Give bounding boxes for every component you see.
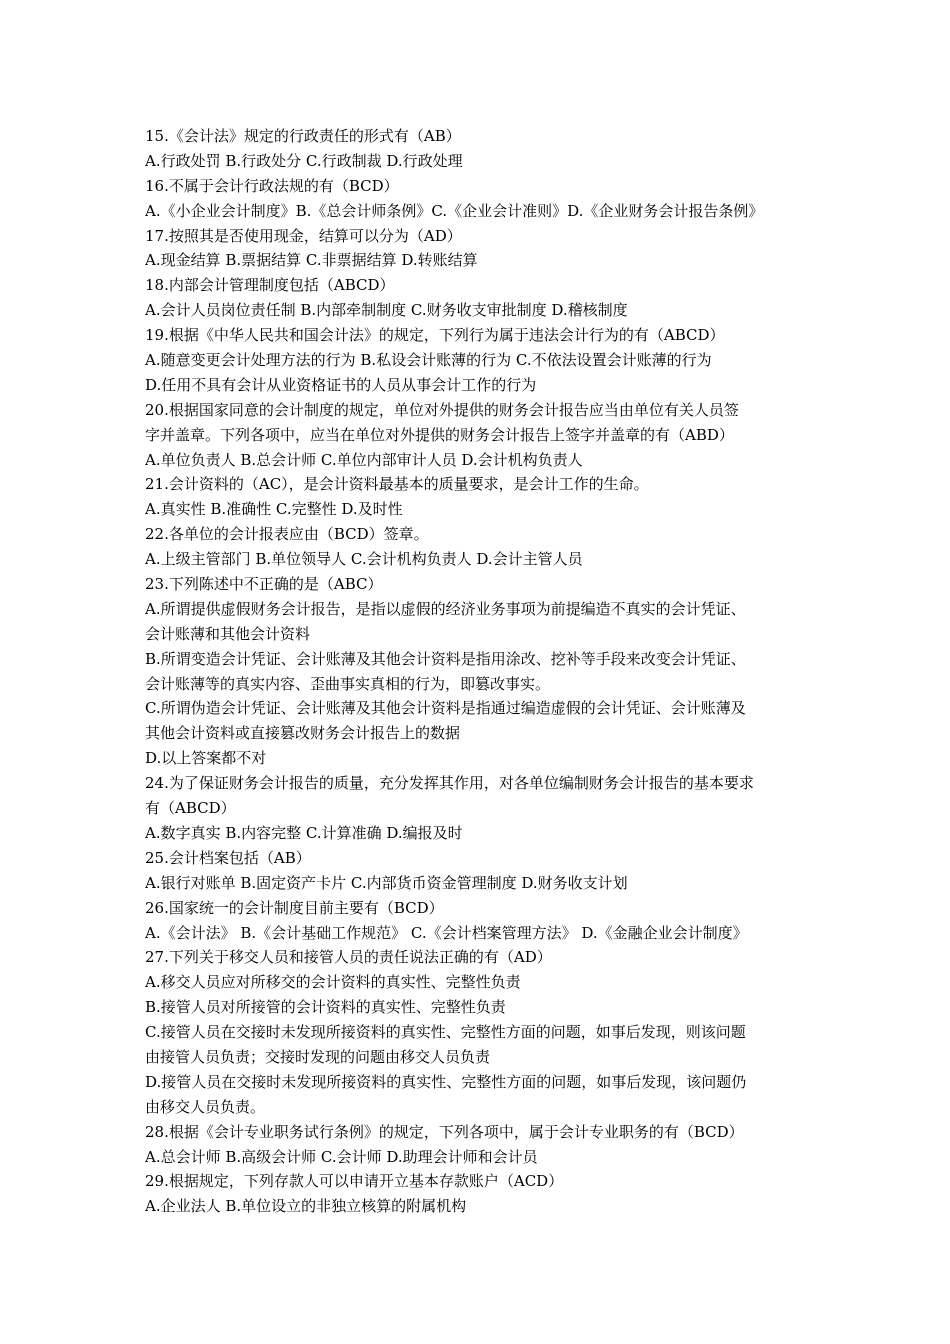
text-line: A.现金结算 B.票据结算 C.非票据结算 D.转账结算 — [145, 251, 478, 270]
text-line: D.接管人员在交接时未发现所接资料的真实性、完整性方面的问题，如事后发现，该问题仍 — [145, 1072, 747, 1091]
text-line: 23.下列陈述中不正确的是（ABC） — [145, 575, 383, 594]
text-line: 24.为了保证财务会计报告的质量，充分发挥其作用，对各单位编制财务会计报告的基本要求 — [145, 774, 754, 793]
text-line: 20.根据国家同意的会计制度的规定，单位对外提供的财务会计报告应当由单位有关人员签 — [145, 400, 739, 419]
text-line: A.上级主管部门 B.单位领导人 C.会计机构负责人 D.会计主管人员 — [145, 550, 583, 569]
text-line: 25.会计档案包括（AB） — [145, 848, 311, 867]
text-line: A.数字真实 B.内容完整 C.计算准确 D.编报及时 — [145, 823, 463, 842]
text-line: D.任用不具有会计从业资格证书的人员从事会计工作的行为 — [145, 375, 537, 394]
text-line: A.会计人员岗位责任制 B.内部牵制制度 C.财务收支审批制度 D.稽核制度 — [145, 301, 628, 320]
text-line: 29.根据规定，下列存款人可以申请开立基本存款账户（ACD） — [145, 1172, 564, 1191]
text-line: A.总会计师 B.高级会计师 C.会计师 D.助理会计师和会计员 — [145, 1147, 538, 1166]
text-line: 有（ABCD） — [145, 799, 236, 818]
text-line: 18.内部会计管理制度包括（ABCD） — [145, 276, 395, 295]
text-line: A.《会计法》 B.《会计基础工作规范》 C.《会计档案管理方法》 D.《金融企业会计制度》 — [145, 923, 748, 942]
text-line: 会计账薄等的真实内容、歪曲事实真相的行为，即篡改事实。 — [145, 674, 551, 693]
text-line: 会计账薄和其他会计资料 — [145, 624, 311, 643]
text-line: A.所谓提供虚假财务会计报告，是指以虚假的经济业务事项为前提编造不真实的会计凭证、 — [145, 599, 746, 618]
text-line: A.移交人员应对所移交的会计资料的真实性、完整性负责 — [145, 973, 521, 992]
text-line: 22.各单位的会计报表应由（BCD）签章。 — [145, 525, 429, 544]
text-line: B.所谓变造会计凭证、会计账薄及其他会计资料是指用涂改、挖补等手段来改变会计凭证、 — [145, 649, 746, 668]
text-line: A.单位负责人 B.总会计师 C.单位内部审计人员 D.会计机构负责人 — [145, 450, 583, 469]
text-line: C.所谓伪造会计凭证、会计账薄及其他会计资料是指通过编造虚假的会计凭证、会计账薄及 — [145, 699, 746, 718]
text-line: A.《小企业会计制度》B.《总会计师条例》C.《企业会计准则》D.《企业财务会计报告条例》 — [145, 201, 764, 220]
text-line: 16.不属于会计行政法规的有（BCD） — [145, 176, 399, 195]
text-line: D.以上答案都不对 — [145, 749, 267, 768]
document-body — [145, 124, 810, 1219]
text-line: 由移交人员负责。 — [145, 1097, 266, 1116]
text-line: 27.下列关于移交人员和接管人员的责任说法正确的有（AD） — [145, 948, 552, 967]
text-line: 其他会计资料或直接篡改财务会计报告上的数据 — [145, 724, 461, 743]
text-line: 由接管人员负责；交接时发现的问题由移交人员负责 — [145, 1047, 491, 1066]
text-line: A.随意变更会计处理方法的行为 B.私设会计账薄的行为 C.不依法设置会计账薄的行为 — [145, 351, 712, 370]
text-line: 28.根据《会计专业职务试行条例》的规定，下列各项中，属于会计专业职务的有（BCD） — [145, 1122, 744, 1141]
text-line: C.接管人员在交接时未发现所接资料的真实性、完整性方面的问题，如事后发现，则该问题 — [145, 1023, 746, 1042]
text-line: A.行政处罚 B.行政处分 C.行政制裁 D.行政处理 — [145, 151, 463, 170]
text-line: 17.按照其是否使用现金，结算可以分为（AD） — [145, 226, 462, 245]
text-line: B.接管人员对所接管的会计资料的真实性、完整性负责 — [145, 998, 506, 1017]
text-line: A.企业法人 B.单位设立的非独立核算的附属机构 — [145, 1197, 467, 1216]
text-line: 21.会计资料的（AC），是会计资料最基本的质量要求，是会计工作的生命。 — [145, 475, 649, 494]
text-line: 15.《会计法》规定的行政责任的形式有（AB） — [145, 127, 461, 145]
text-line: 19.根据《中华人民共和国会计法》的规定，下列行为属于违法会计行为的有（ABCD） — [145, 326, 725, 345]
text-line: A.银行对账单 B.固定资产卡片 C.内部货币资金管理制度 D.财务收支计划 — [145, 873, 628, 892]
text-line: 字并盖章。下列各项中，应当在单位对外提供的财务会计报告上签字并盖章的有（ABD） — [145, 425, 734, 444]
text-line: 26.国家统一的会计制度目前主要有（BCD） — [145, 898, 444, 917]
text-line: A.真实性 B.准确性 C.完整性 D.及时性 — [145, 500, 403, 519]
